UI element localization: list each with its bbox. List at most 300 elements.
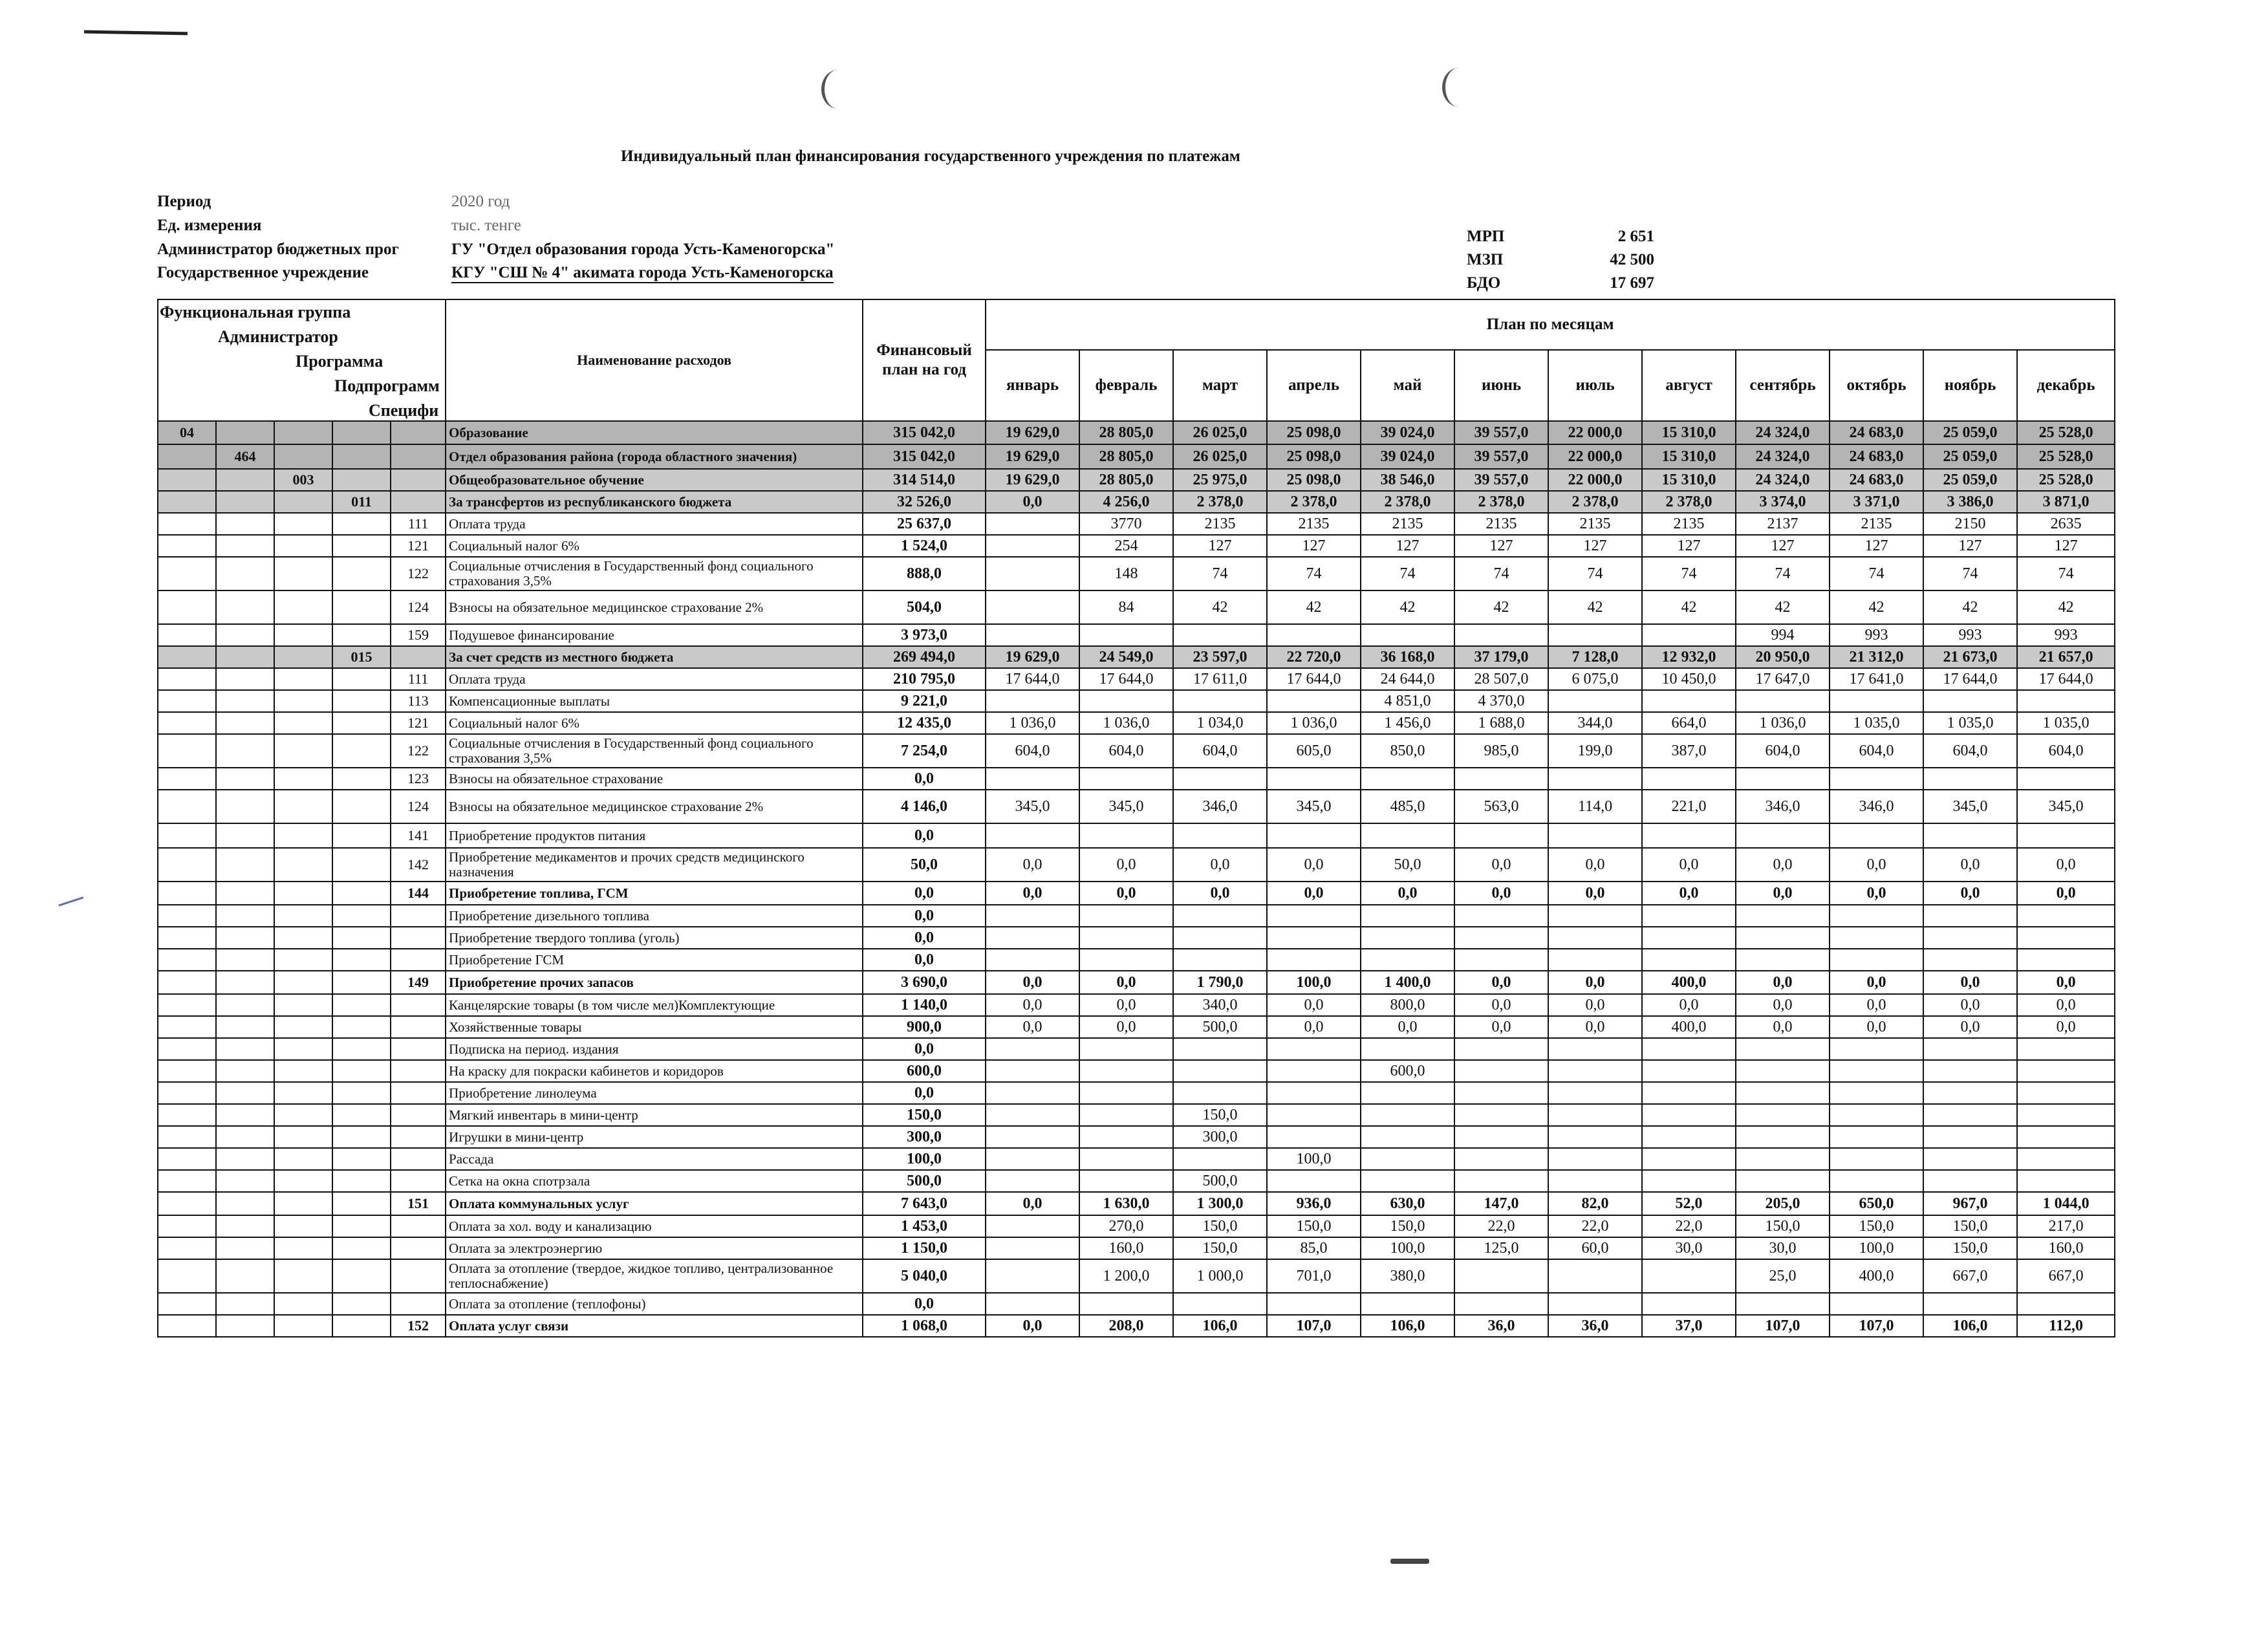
- annual-amount: 900,0: [863, 1016, 986, 1038]
- classification-code: [158, 1215, 216, 1237]
- month-amount: 147,0: [1454, 1192, 1548, 1215]
- month-amount: 37,0: [1642, 1315, 1736, 1337]
- month-amount: [1079, 1060, 1173, 1082]
- month-amount: 387,0: [1642, 734, 1736, 768]
- month-amount: 74: [2017, 557, 2115, 590]
- month-amount: 208,0: [1079, 1315, 1173, 1337]
- month-amount: 604,0: [1830, 734, 1923, 768]
- month-amount: [986, 513, 1079, 535]
- month-amount: [1548, 1126, 1642, 1148]
- month-amount: 254: [1079, 535, 1173, 557]
- month-header: июль: [1548, 350, 1642, 421]
- annual-amount: 150,0: [863, 1104, 986, 1126]
- classification-code: [216, 1082, 274, 1104]
- classification-code: [274, 1104, 332, 1126]
- annual-amount: 9 221,0: [863, 690, 986, 712]
- expense-name: Приобретение линолеума: [446, 1082, 863, 1104]
- month-amount: 82,0: [1548, 1192, 1642, 1215]
- month-amount: 1 036,0: [1736, 712, 1830, 734]
- month-amount: 112,0: [2017, 1315, 2115, 1337]
- expense-name: Оплата за отопление (твердое, жидкое топливо, централизованное теплоснабжение): [446, 1259, 863, 1293]
- month-amount: 2150: [1923, 513, 2017, 535]
- month-amount: [1079, 1082, 1173, 1104]
- table-row: [158, 712, 2115, 734]
- month-amount: 24 324,0: [1736, 421, 1830, 444]
- month-amount: [1923, 1170, 2017, 1192]
- month-amount: 345,0: [1079, 790, 1173, 823]
- classification-code: [158, 1293, 216, 1315]
- month-amount: 100,0: [1830, 1237, 1923, 1259]
- month-amount: 22,0: [1454, 1215, 1548, 1237]
- classification-code: [274, 734, 332, 768]
- month-amount: [986, 905, 1079, 927]
- classification-code: [332, 882, 391, 905]
- expense-name: Взносы на обязательное медицинское страхование 2%: [446, 790, 863, 823]
- expense-name: Отдел образования района (города областного значения): [446, 444, 863, 469]
- month-amount: [1642, 823, 1736, 848]
- classification-code: [216, 734, 274, 768]
- month-amount: 0,0: [1079, 1016, 1173, 1038]
- month-amount: 605,0: [1267, 734, 1361, 768]
- month-amount: [1548, 768, 1642, 790]
- classification-code: [158, 971, 216, 994]
- classification-code: [158, 905, 216, 927]
- month-amount: [1830, 1148, 1923, 1170]
- classification-code: [158, 1016, 216, 1038]
- month-amount: 0,0: [986, 971, 1079, 994]
- classification-code: [391, 1237, 446, 1259]
- month-amount: 19 629,0: [986, 421, 1079, 444]
- annual-amount: 1 068,0: [863, 1315, 986, 1337]
- month-amount: 127: [2017, 535, 2115, 557]
- month-amount: 17 644,0: [1923, 668, 2017, 690]
- month-amount: [1454, 1259, 1548, 1293]
- month-amount: 107,0: [1736, 1315, 1830, 1337]
- month-amount: 346,0: [1173, 790, 1267, 823]
- table-row: [158, 1259, 2115, 1293]
- month-amount: 39 024,0: [1361, 421, 1454, 444]
- classification-code: [274, 535, 332, 557]
- month-amount: 0,0: [1454, 994, 1548, 1016]
- annual-amount: 0,0: [863, 768, 986, 790]
- month-amount: 0,0: [986, 848, 1079, 882]
- month-amount: 74: [1267, 557, 1361, 590]
- month-amount: 0,0: [2017, 1016, 2115, 1038]
- classification-code: [158, 1082, 216, 1104]
- table-row: [158, 1016, 2115, 1038]
- table-row: [158, 1237, 2115, 1259]
- month-amount: 2135: [1361, 513, 1454, 535]
- month-amount: 25 975,0: [1173, 469, 1267, 491]
- classification-code: [216, 513, 274, 535]
- month-amount: 38 546,0: [1361, 469, 1454, 491]
- classification-code: 111: [391, 668, 446, 690]
- month-amount: [1736, 823, 1830, 848]
- classification-code: 015: [332, 646, 391, 668]
- month-amount: [1548, 823, 1642, 848]
- classification-code: [216, 823, 274, 848]
- month-amount: 30,0: [1642, 1237, 1736, 1259]
- table-row: [158, 823, 2115, 848]
- month-amount: [1267, 927, 1361, 949]
- table-row: [158, 1170, 2115, 1192]
- month-amount: 150,0: [1923, 1215, 2017, 1237]
- month-amount: [1642, 1259, 1736, 1293]
- classification-code: [391, 905, 446, 927]
- expense-name: Приобретение ГСМ: [446, 949, 863, 971]
- classification-code: [216, 1215, 274, 1237]
- month-amount: [1923, 927, 2017, 949]
- month-amount: 985,0: [1454, 734, 1548, 768]
- month-amount: 0,0: [1173, 882, 1267, 905]
- reference-key: БДО: [1467, 274, 1501, 292]
- month-amount: 0,0: [1923, 971, 2017, 994]
- month-amount: 127: [1454, 535, 1548, 557]
- month-amount: [1736, 768, 1830, 790]
- month-amount: 0,0: [986, 1315, 1079, 1337]
- expense-name: Общеобразовательное обучение: [446, 469, 863, 491]
- expense-name: Рассада: [446, 1148, 863, 1170]
- hier-label-3: Подпрограмм: [334, 376, 440, 395]
- month-amount: 1 300,0: [1173, 1192, 1267, 1215]
- month-amount: 127: [1923, 535, 2017, 557]
- classification-code: [158, 1259, 216, 1293]
- month-amount: [1642, 1104, 1736, 1126]
- month-amount: 42: [1548, 590, 1642, 624]
- classification-code: [391, 491, 446, 513]
- annual-amount: 0,0: [863, 823, 986, 848]
- month-amount: 400,0: [1830, 1259, 1923, 1293]
- month-amount: 1 630,0: [1079, 1192, 1173, 1215]
- month-amount: [2017, 927, 2115, 949]
- month-amount: 850,0: [1361, 734, 1454, 768]
- month-amount: 205,0: [1736, 1192, 1830, 1215]
- month-amount: 12 932,0: [1642, 646, 1736, 668]
- month-amount: 0,0: [2017, 882, 2115, 905]
- classification-code: 122: [391, 557, 446, 590]
- classification-code: [332, 790, 391, 823]
- classification-code: [158, 927, 216, 949]
- month-amount: 650,0: [1830, 1192, 1923, 1215]
- month-amount: [1830, 1104, 1923, 1126]
- month-amount: [1923, 1293, 2017, 1315]
- month-amount: [1642, 1293, 1736, 1315]
- month-amount: 2 378,0: [1454, 491, 1548, 513]
- month-amount: 701,0: [1267, 1259, 1361, 1293]
- month-amount: 15 310,0: [1642, 421, 1736, 444]
- table-row: [158, 1038, 2115, 1060]
- punch-hole-mark: [821, 70, 854, 109]
- month-amount: [1548, 690, 1642, 712]
- month-amount: [2017, 1293, 2115, 1315]
- month-amount: 0,0: [1642, 994, 1736, 1016]
- classification-code: [274, 668, 332, 690]
- month-amount: [1454, 1082, 1548, 1104]
- month-amount: [1267, 768, 1361, 790]
- month-header: май: [1361, 350, 1454, 421]
- classification-code: 159: [391, 624, 446, 646]
- month-amount: 25,0: [1736, 1259, 1830, 1293]
- month-amount: [1830, 1082, 1923, 1104]
- month-amount: 24 683,0: [1830, 469, 1923, 491]
- month-amount: 400,0: [1642, 971, 1736, 994]
- classification-code: [216, 590, 274, 624]
- classification-code: [158, 444, 216, 469]
- classification-code: [391, 1170, 446, 1192]
- month-amount: 1 035,0: [1830, 712, 1923, 734]
- month-amount: 2135: [1642, 513, 1736, 535]
- table-row: [158, 1293, 2115, 1315]
- classification-code: [216, 421, 274, 444]
- classification-code: [158, 690, 216, 712]
- classification-code: [391, 1126, 446, 1148]
- scan-dash-mark: [84, 30, 188, 36]
- month-amount: [1079, 949, 1173, 971]
- month-amount: [1454, 768, 1548, 790]
- month-header: февраль: [1079, 350, 1173, 421]
- month-amount: [1548, 1170, 1642, 1192]
- classification-code: [332, 848, 391, 882]
- expense-name: Образование: [446, 421, 863, 444]
- month-amount: 52,0: [1642, 1192, 1736, 1215]
- month-amount: 993: [2017, 624, 2115, 646]
- expense-name: Приобретение медикаментов и прочих средств медицинского назначения: [446, 848, 863, 882]
- classification-code: [332, 1192, 391, 1215]
- classification-code: [274, 690, 332, 712]
- classification-code: 124: [391, 590, 446, 624]
- classification-code: [274, 971, 332, 994]
- table-row: [158, 1148, 2115, 1170]
- table-row: [158, 768, 2115, 790]
- month-amount: [1923, 1126, 2017, 1148]
- month-amount: 42: [1923, 590, 2017, 624]
- month-amount: [1173, 1293, 1267, 1315]
- classification-code: [158, 1315, 216, 1337]
- classification-code: [391, 1259, 446, 1293]
- table-row: [158, 790, 2115, 823]
- month-amount: 74: [1454, 557, 1548, 590]
- month-amount: 0,0: [986, 994, 1079, 1016]
- classification-code: [158, 668, 216, 690]
- month-amount: 74: [1361, 557, 1454, 590]
- month-amount: [1267, 823, 1361, 848]
- month-amount: 150,0: [1267, 1215, 1361, 1237]
- month-amount: [1173, 768, 1267, 790]
- month-amount: 127: [1173, 535, 1267, 557]
- month-header: декабрь: [2017, 350, 2115, 421]
- month-amount: 0,0: [1642, 848, 1736, 882]
- month-amount: 127: [1548, 535, 1642, 557]
- table-row: [158, 1082, 2115, 1104]
- classification-code: [158, 535, 216, 557]
- month-amount: [1736, 1060, 1830, 1082]
- month-amount: [1173, 690, 1267, 712]
- annual-amount: 7 643,0: [863, 1192, 986, 1215]
- month-amount: 25 098,0: [1267, 469, 1361, 491]
- annual-amount: 1 140,0: [863, 994, 986, 1016]
- name-column-header: Наименование расходов: [446, 299, 863, 421]
- classification-code: [216, 557, 274, 590]
- classification-code: [391, 1038, 446, 1060]
- month-amount: [2017, 1082, 2115, 1104]
- month-amount: [1830, 1170, 1923, 1192]
- classification-code: [332, 768, 391, 790]
- month-amount: [1454, 1170, 1548, 1192]
- classification-code: [274, 1016, 332, 1038]
- month-amount: [1079, 1293, 1173, 1315]
- month-amount: 36,0: [1548, 1315, 1642, 1337]
- month-amount: [986, 1259, 1079, 1293]
- expense-name: Оплата коммунальных услуг: [446, 1192, 863, 1215]
- month-amount: [2017, 768, 2115, 790]
- classification-code: [216, 882, 274, 905]
- month-amount: 345,0: [986, 790, 1079, 823]
- classification-code: [216, 1126, 274, 1148]
- month-amount: 85,0: [1267, 1237, 1361, 1259]
- month-amount: [1642, 1170, 1736, 1192]
- month-amount: 39 557,0: [1454, 421, 1548, 444]
- month-amount: 0,0: [986, 491, 1079, 513]
- month-amount: 0,0: [1736, 971, 1830, 994]
- month-amount: 994: [1736, 624, 1830, 646]
- annual-column-header: Финансовый план на год: [863, 299, 986, 421]
- month-amount: 0,0: [1079, 882, 1173, 905]
- month-amount: 22 000,0: [1548, 444, 1642, 469]
- expense-name: Приобретение твердого топлива (уголь): [446, 927, 863, 949]
- classification-code: [158, 1038, 216, 1060]
- month-amount: 604,0: [986, 734, 1079, 768]
- expense-name: Сетка на окна спотрзала: [446, 1170, 863, 1192]
- month-amount: 26 025,0: [1173, 444, 1267, 469]
- month-amount: 0,0: [986, 882, 1079, 905]
- month-amount: [1548, 1293, 1642, 1315]
- classification-code: [332, 734, 391, 768]
- month-amount: 25 528,0: [2017, 421, 2115, 444]
- month-amount: 0,0: [1267, 848, 1361, 882]
- month-amount: 1 688,0: [1454, 712, 1548, 734]
- expense-name: Мягкий инвентарь в мини-центр: [446, 1104, 863, 1126]
- classification-code: [274, 1215, 332, 1237]
- classification-code: [216, 971, 274, 994]
- month-amount: [1454, 1104, 1548, 1126]
- annual-amount: 0,0: [863, 1293, 986, 1315]
- classification-code: [274, 848, 332, 882]
- month-amount: [1642, 949, 1736, 971]
- classification-code: [274, 882, 332, 905]
- month-amount: [1548, 905, 1642, 927]
- header-label: Период: [157, 193, 211, 210]
- month-amount: [1173, 1060, 1267, 1082]
- month-amount: [1923, 768, 2017, 790]
- annual-amount: 0,0: [863, 905, 986, 927]
- classification-code: 121: [391, 535, 446, 557]
- annual-amount: 50,0: [863, 848, 986, 882]
- table-row: [158, 1104, 2115, 1126]
- month-amount: 1 790,0: [1173, 971, 1267, 994]
- month-amount: 21 312,0: [1830, 646, 1923, 668]
- month-amount: 19 629,0: [986, 646, 1079, 668]
- annual-amount: 1 524,0: [863, 535, 986, 557]
- month-amount: 0,0: [2017, 971, 2115, 994]
- month-amount: [1642, 1038, 1736, 1060]
- classification-code: [332, 690, 391, 712]
- month-amount: 4 370,0: [1454, 690, 1548, 712]
- month-amount: 30,0: [1736, 1237, 1830, 1259]
- classification-code: [274, 1293, 332, 1315]
- month-amount: [1079, 1104, 1173, 1126]
- month-amount: [986, 1293, 1079, 1315]
- header-value: КГУ "СШ № 4" акимата города Усть-Каменогорска: [451, 264, 834, 283]
- month-amount: [1642, 624, 1736, 646]
- month-amount: 0,0: [986, 1016, 1079, 1038]
- month-amount: 345,0: [1923, 790, 2017, 823]
- classification-code: 111: [391, 513, 446, 535]
- month-amount: 1 036,0: [1267, 712, 1361, 734]
- month-amount: [986, 1126, 1079, 1148]
- month-amount: 24 324,0: [1736, 444, 1830, 469]
- month-amount: 485,0: [1361, 790, 1454, 823]
- month-amount: [1642, 690, 1736, 712]
- month-amount: 22,0: [1642, 1215, 1736, 1237]
- month-amount: 993: [1830, 624, 1923, 646]
- month-amount: [1736, 927, 1830, 949]
- month-amount: [1173, 905, 1267, 927]
- month-amount: 0,0: [1642, 882, 1736, 905]
- classification-code: [216, 1148, 274, 1170]
- month-amount: [1267, 1060, 1361, 1082]
- classification-code: [332, 1293, 391, 1315]
- classification-code: [216, 646, 274, 668]
- classification-code: [158, 790, 216, 823]
- table-row: [158, 557, 2115, 590]
- month-amount: [986, 624, 1079, 646]
- classification-code: 151: [391, 1192, 446, 1215]
- header-label: Государственное учреждение: [157, 264, 369, 281]
- month-amount: 100,0: [1361, 1237, 1454, 1259]
- month-amount: 0,0: [1548, 971, 1642, 994]
- month-amount: 100,0: [1267, 1148, 1361, 1170]
- month-amount: 36 168,0: [1361, 646, 1454, 668]
- classification-code: [158, 1104, 216, 1126]
- classification-code: 124: [391, 790, 446, 823]
- month-amount: 0,0: [1830, 1016, 1923, 1038]
- month-amount: 0,0: [1267, 994, 1361, 1016]
- month-amount: [1830, 905, 1923, 927]
- month-amount: [1267, 949, 1361, 971]
- month-amount: 0,0: [1454, 882, 1548, 905]
- month-amount: 967,0: [1923, 1192, 2017, 1215]
- month-amount: 107,0: [1830, 1315, 1923, 1337]
- month-amount: [1923, 1060, 2017, 1082]
- month-amount: [1173, 1038, 1267, 1060]
- month-amount: 0,0: [1267, 1016, 1361, 1038]
- hier-label-0: Функциональная группа: [160, 303, 351, 321]
- month-amount: 2135: [1454, 513, 1548, 535]
- month-amount: 604,0: [1173, 734, 1267, 768]
- classification-code: [391, 1060, 446, 1082]
- month-amount: 74: [1548, 557, 1642, 590]
- month-amount: [1267, 1082, 1361, 1104]
- annual-amount: 500,0: [863, 1170, 986, 1192]
- month-amount: [986, 1060, 1079, 1082]
- annual-amount: 0,0: [863, 1082, 986, 1104]
- classification-code: [391, 1016, 446, 1038]
- header-value: тыс. тенге: [451, 217, 521, 234]
- month-amount: 19 629,0: [986, 444, 1079, 469]
- month-amount: 0,0: [2017, 848, 2115, 882]
- scan-dash-mark: [1390, 1559, 1429, 1564]
- classification-code: [216, 690, 274, 712]
